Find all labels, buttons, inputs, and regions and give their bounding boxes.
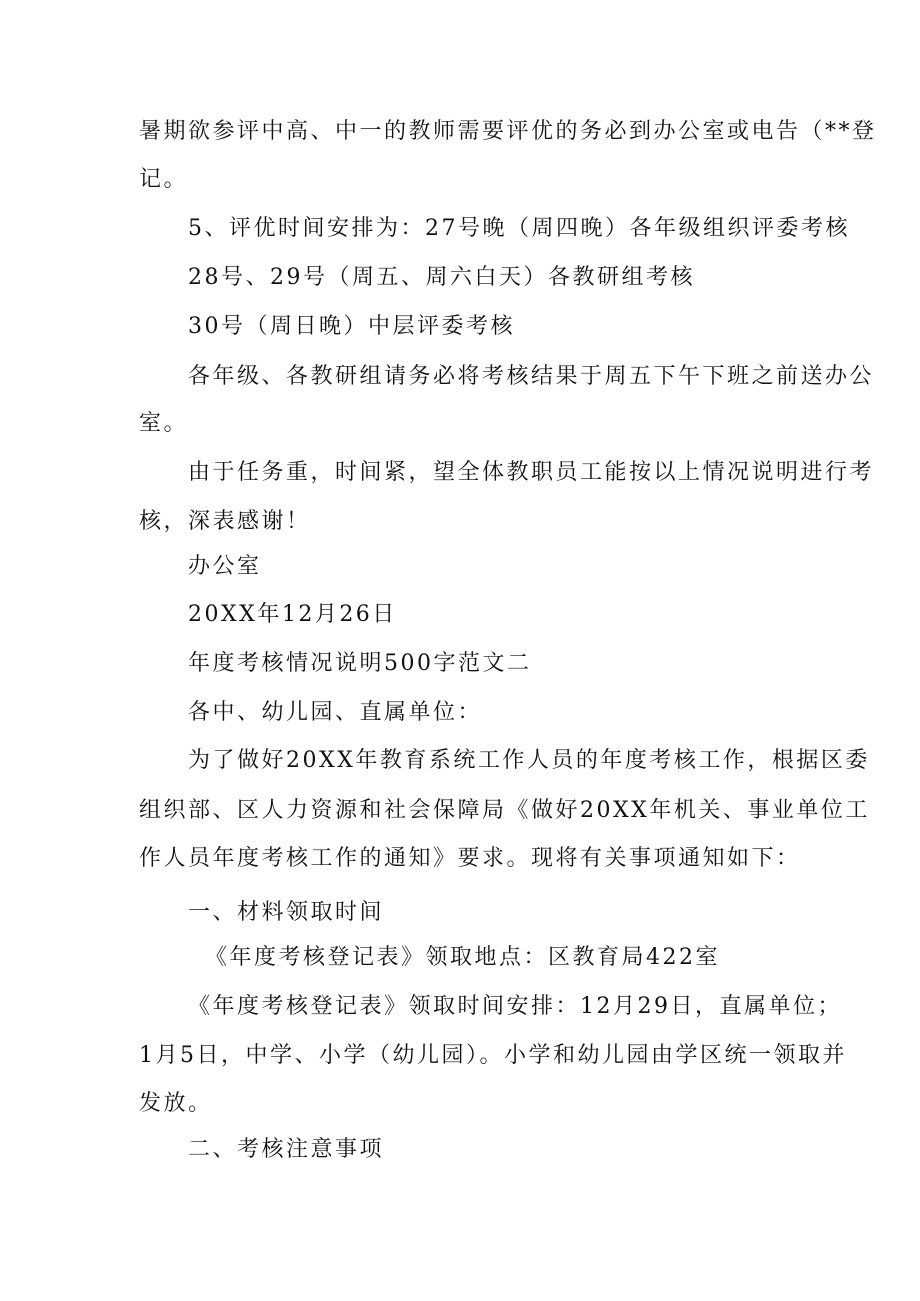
signature-date: 20XX年12月26日: [188, 602, 397, 627]
paragraph-line: 记。: [139, 167, 189, 192]
paragraph-line: 核，深表感谢！: [139, 509, 311, 534]
signature-office: 办公室: [188, 554, 262, 579]
paragraph-line: 为了做好20XX年教育系统工作人员的年度考核工作，根据区委: [188, 748, 870, 773]
paragraph-line: 组织部、区人力资源和社会保障局《做好20XX年机关、事业单位工: [139, 798, 870, 823]
paragraph-line: 室。: [139, 411, 189, 436]
paragraph-line: 5、评优时间安排为：27号晚（周四晚）各年级组织评委考核: [188, 216, 850, 241]
paragraph-line: 28号、29号（周五、周六白天）各教研组考核: [188, 265, 695, 290]
paragraph-line: 发放。: [139, 1091, 213, 1116]
paragraph-line: 暑期欲参评中高、中一的教师需要评优的务必到办公室或电告（**登: [139, 119, 877, 144]
section-heading: 一、材料领取时间: [188, 900, 385, 925]
paragraph-line: 《年度考核登记表》领取时间安排：12月29日，直属单位；: [188, 994, 842, 1019]
section-heading: 二、考核注意事项: [188, 1137, 385, 1162]
paragraph-line: 1月5日，中学、小学（幼儿园）。小学和幼儿园由学区统一领取并: [139, 1043, 847, 1068]
paragraph-line: 《年度考核登记表》领取地点：区教育局422室: [205, 945, 720, 970]
section-title: 年度考核情况说明500字范文二: [188, 651, 532, 676]
paragraph-line: 由于任务重，时间紧，望全体教职员工能按以上情况说明进行考: [188, 460, 875, 485]
paragraph-line: 各年级、各教研组请务必将考核结果于周五下午下班之前送办公: [188, 364, 875, 389]
paragraph-line: 30号（周日晚）中层评委考核: [188, 314, 515, 339]
salutation: 各中、幼儿园、直属单位：: [188, 700, 483, 725]
paragraph-line: 作人员年度考核工作的通知》要求。现将有关事项通知如下：: [139, 846, 801, 871]
